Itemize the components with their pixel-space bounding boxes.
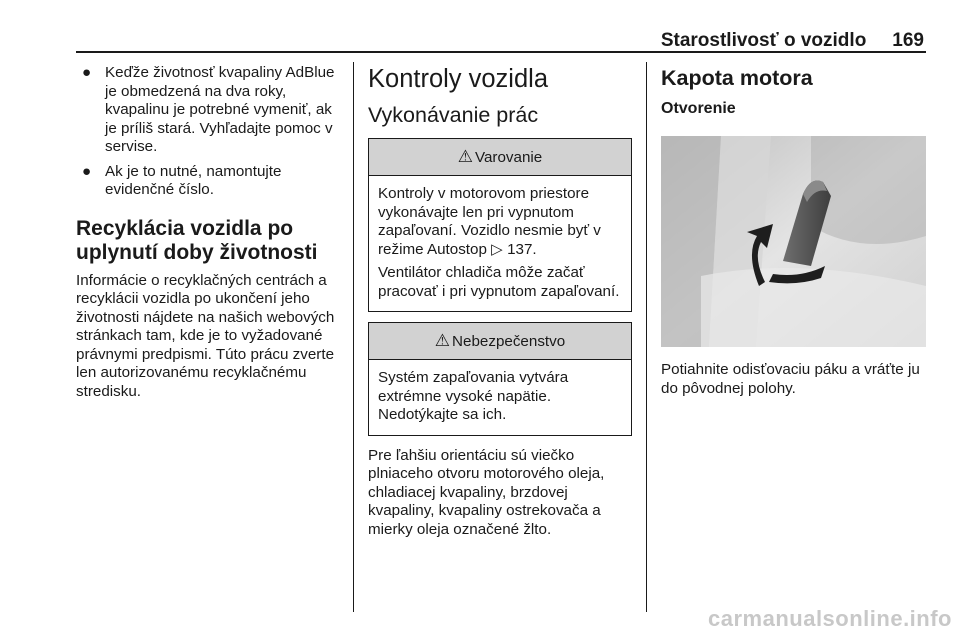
danger-box-body (369, 360, 631, 435)
section-heading: Kontroly vozidla (368, 65, 549, 93)
warning-label: Varovanie (474, 148, 543, 166)
hood-caption: Potiahnite odisťovaciu páku a vráťte ju do pôvodnej polohy. (661, 361, 920, 397)
hood-subheading: Otvorenie (661, 100, 736, 117)
danger-box-header (369, 323, 631, 360)
page-number: 169 (892, 30, 924, 51)
bullet-icon: ● (82, 162, 92, 180)
recycling-heading: Recyklácia vozidla po uplynutí doby životnosti (76, 216, 318, 264)
danger-label: Nebezpečenstvo (452, 332, 566, 350)
warning-box (368, 138, 632, 312)
closing-text: Pre ľahšiu orientáciu sú viečko plniaceho otvoru motorového oleja, chladiacej kvapaliny, brzdovej kvapaliny, kvapaliny ostrekovača a mierky oleja označené žlto. (368, 446, 605, 538)
watermark: carmanualsonline.info (708, 606, 952, 631)
section-title: Starostlivosť o vozidlo (660, 30, 867, 51)
bullet-list (76, 64, 346, 200)
subsection-heading: Vykonávanie prác (368, 103, 539, 127)
hood-release-lever-illustration (661, 136, 926, 347)
left-column (76, 64, 346, 401)
recycling-text: Informácie o recyklačných centrách a recyklácii vozidla po ukončení jeho životnosti nájdete na našich webových stránkach tam, kde je to vyžadované právnymi predpismi. Túto prácu zverte len autorizovanému recyklačnému stredisku. (76, 271, 335, 400)
warning-box-body (369, 176, 631, 311)
header-title (661, 30, 924, 52)
list-item: ● Keďže životnosť kvapaliny AdBlue je obmedzená na dva roky, kvapalinu je potrebné vymeniť, ak je príliš stará. Vyhľadajte pomoc v servise. (82, 64, 335, 155)
warning-box-header (369, 139, 631, 176)
warning-triangle-icon: ⚠ (457, 147, 473, 166)
warning-paragraph: Ventilátor chladiča môže začať pracovať i pri vypnutom zapaľovaní. (378, 264, 620, 300)
hood-heading: Kapota motora (661, 66, 813, 90)
page-reference-icon: ▷ (491, 240, 503, 258)
danger-box (368, 322, 632, 436)
page-reference-link[interactable]: 137. (507, 240, 537, 258)
header-divider (76, 51, 926, 53)
right-column (661, 64, 926, 398)
list-item: ● Ak je to nutné, namontujte evidenčné číslo. (82, 162, 282, 198)
danger-paragraph: Systém zapaľovania vytvára extrémne vysoké napätie. Nedotýkajte sa ich. (378, 369, 569, 423)
middle-column (368, 64, 632, 539)
column-divider-left (353, 62, 354, 612)
bullet-icon: ● (82, 64, 92, 81)
warning-triangle-icon: ⚠ (434, 331, 451, 350)
column-divider-right (646, 62, 647, 612)
warning-paragraph: Kontroly v motorovom priestore vykonávajte len pri vypnutom zapaľovaní. Vozidlo nesmie byť v režime Autostop ▷ 137. (378, 185, 601, 258)
